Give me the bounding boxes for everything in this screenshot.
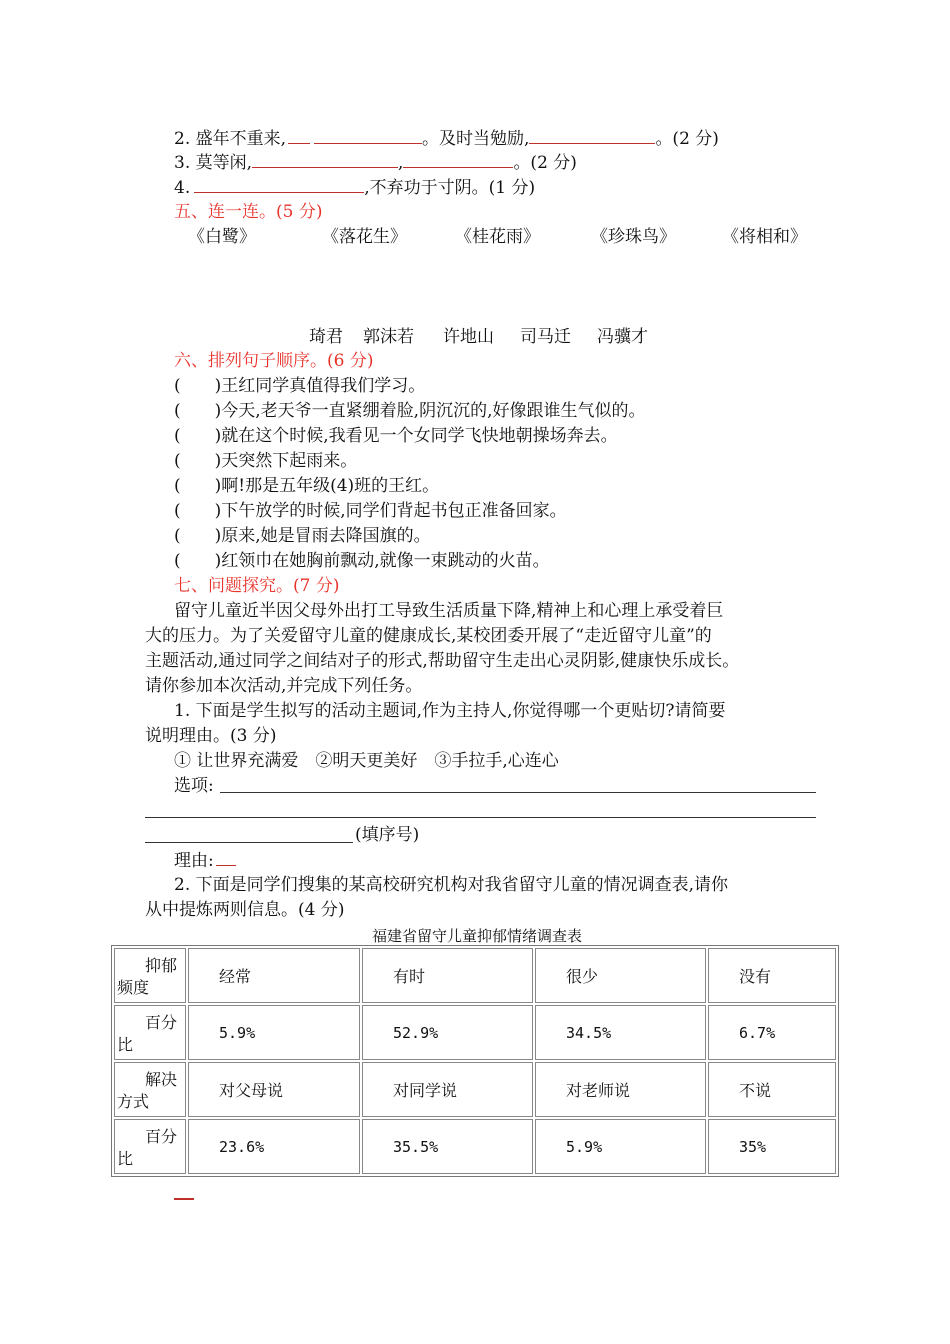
passage-line: 大的压力。为了关爱留守儿童的健康成长,某校团委开展了“走近留守儿童”的 [145,626,712,646]
survey-table [111,945,839,1177]
table-cell: 不说 [708,1062,836,1117]
answer-blank[interactable] [314,127,422,144]
answer-line[interactable] [220,792,816,793]
reason-line: 理由: [174,849,236,872]
answer-blank[interactable] [252,151,398,168]
fill-question-2: 2. 盛年不重来, 。及时当勉励, 。(2 分) [174,129,719,149]
answer-line[interactable] [145,842,353,843]
passage-line: 主题活动,通过同学之间结对子的形式,帮助留守生走出心灵阴影,健康快乐成长。 [145,651,740,671]
ordering-item: ( )原来,她是冒雨去降国旗的。 [174,526,431,546]
table-cell: 很少 [535,948,706,1003]
ordering-item: ( )天突然下起雨来。 [174,451,358,471]
question-2-line: 从中提炼两则信息。(4 分) [145,900,345,920]
book-title[interactable]: 《将相和》 [722,227,807,247]
table-cell: 对同学说 [362,1062,533,1117]
ordering-item: ( )啊!那是五年级(4)班的王红。 [174,476,440,496]
table-row [114,948,836,1003]
book-title[interactable]: 《珍珠鸟》 [591,227,676,247]
table-cell: 有时 [362,948,533,1003]
answer-blank[interactable] [288,127,310,144]
author-name[interactable]: 郭沫若 [363,327,414,347]
table-cell: 没有 [708,948,836,1003]
fill-question-4: 4. ,不弃功于寸阴。(1 分) [174,178,536,198]
section-7-title: 七、问题探究。(7 分) [174,576,340,596]
table-cell: 52.9% [362,1005,533,1060]
choice-label: 选项: [174,776,214,796]
ordering-item: ( )今天,老天爷一直紧绷着脸,阴沉沉的,好像跟谁生气似的。 [174,401,646,421]
author-name[interactable]: 琦君 [309,327,343,347]
answer-blank[interactable] [194,176,364,193]
question-2-line: 2. 下面是同学们搜集的某高校研究机构对我省留守儿童的情况调查表,请你 [174,875,729,895]
table-cell: 经常 [188,948,360,1003]
table-cell: 5.9% [535,1119,706,1174]
table-cell: 34.5% [535,1005,706,1060]
table-cell: 对老师说 [535,1062,706,1117]
passage-line: 留守儿童近半因父母外出打工导致生活质量下降,精神上和心理上承受着巨 [174,601,724,621]
row-header: 百分 比 [114,1005,186,1060]
row-header: 百分 比 [114,1119,186,1174]
section-5-title: 五、连一连。(5 分) [174,202,323,222]
question-1-line: 说明理由。(3 分) [145,726,277,746]
table-cell: 35.5% [362,1119,533,1174]
table-row [114,1005,836,1060]
ordering-item: ( )就在这个时候,我看见一个女同学飞快地朝操场奔去。 [174,426,618,446]
passage-line: 请你参加本次活动,并完成下列任务。 [145,676,423,696]
section-6-title: 六、排列句子顺序。(6 分) [174,351,374,371]
author-list [309,326,648,348]
author-name[interactable]: 冯骥才 [597,327,648,347]
table-title: 福建省留守儿童抑郁情绪调查表 [372,927,583,945]
ordering-item: ( )王红同学真值得我们学习。 [174,376,426,396]
row-header: 抑郁 频度 [114,948,186,1003]
answer-line[interactable] [145,817,816,818]
question-1-line: 1. 下面是学生拟写的活动主题词,作为主持人,你觉得哪一个更贴切?请简要 [174,701,726,721]
theme-options: ① 让世界充满爱 ②明天更美好 ③手拉手,心连心 [174,751,559,771]
author-name[interactable]: 司马迁 [520,327,571,347]
table-row [114,1119,836,1174]
row-header: 解决 方式 [114,1062,186,1117]
book-title[interactable]: 《白鹭》 [188,227,256,247]
fill-question-3: 3. 莫等闲, , 。(2 分) [174,153,577,173]
answer-blank[interactable] [403,151,513,168]
book-title[interactable]: 《落花生》 [322,227,407,247]
answer-blank[interactable] [529,127,655,144]
table-cell: 6.7% [708,1005,836,1060]
table-cell: 35% [708,1119,836,1174]
table-cell: 对父母说 [188,1062,360,1117]
table-row [114,1062,836,1117]
table-cell: 5.9% [188,1005,360,1060]
ordering-item: ( )红领巾在她胸前飘动,就像一束跳动的火苗。 [174,551,550,571]
fill-note: (填序号) [355,825,420,845]
ordering-item: ( )下午放学的时候,同学们背起书包正准备回家。 [174,501,567,521]
book-list [188,226,808,248]
reason-blank[interactable] [216,849,236,866]
author-name[interactable]: 许地山 [443,327,494,347]
book-title[interactable]: 《桂花雨》 [455,227,540,247]
answer-blank[interactable] [174,1198,194,1200]
table-cell: 23.6% [188,1119,360,1174]
